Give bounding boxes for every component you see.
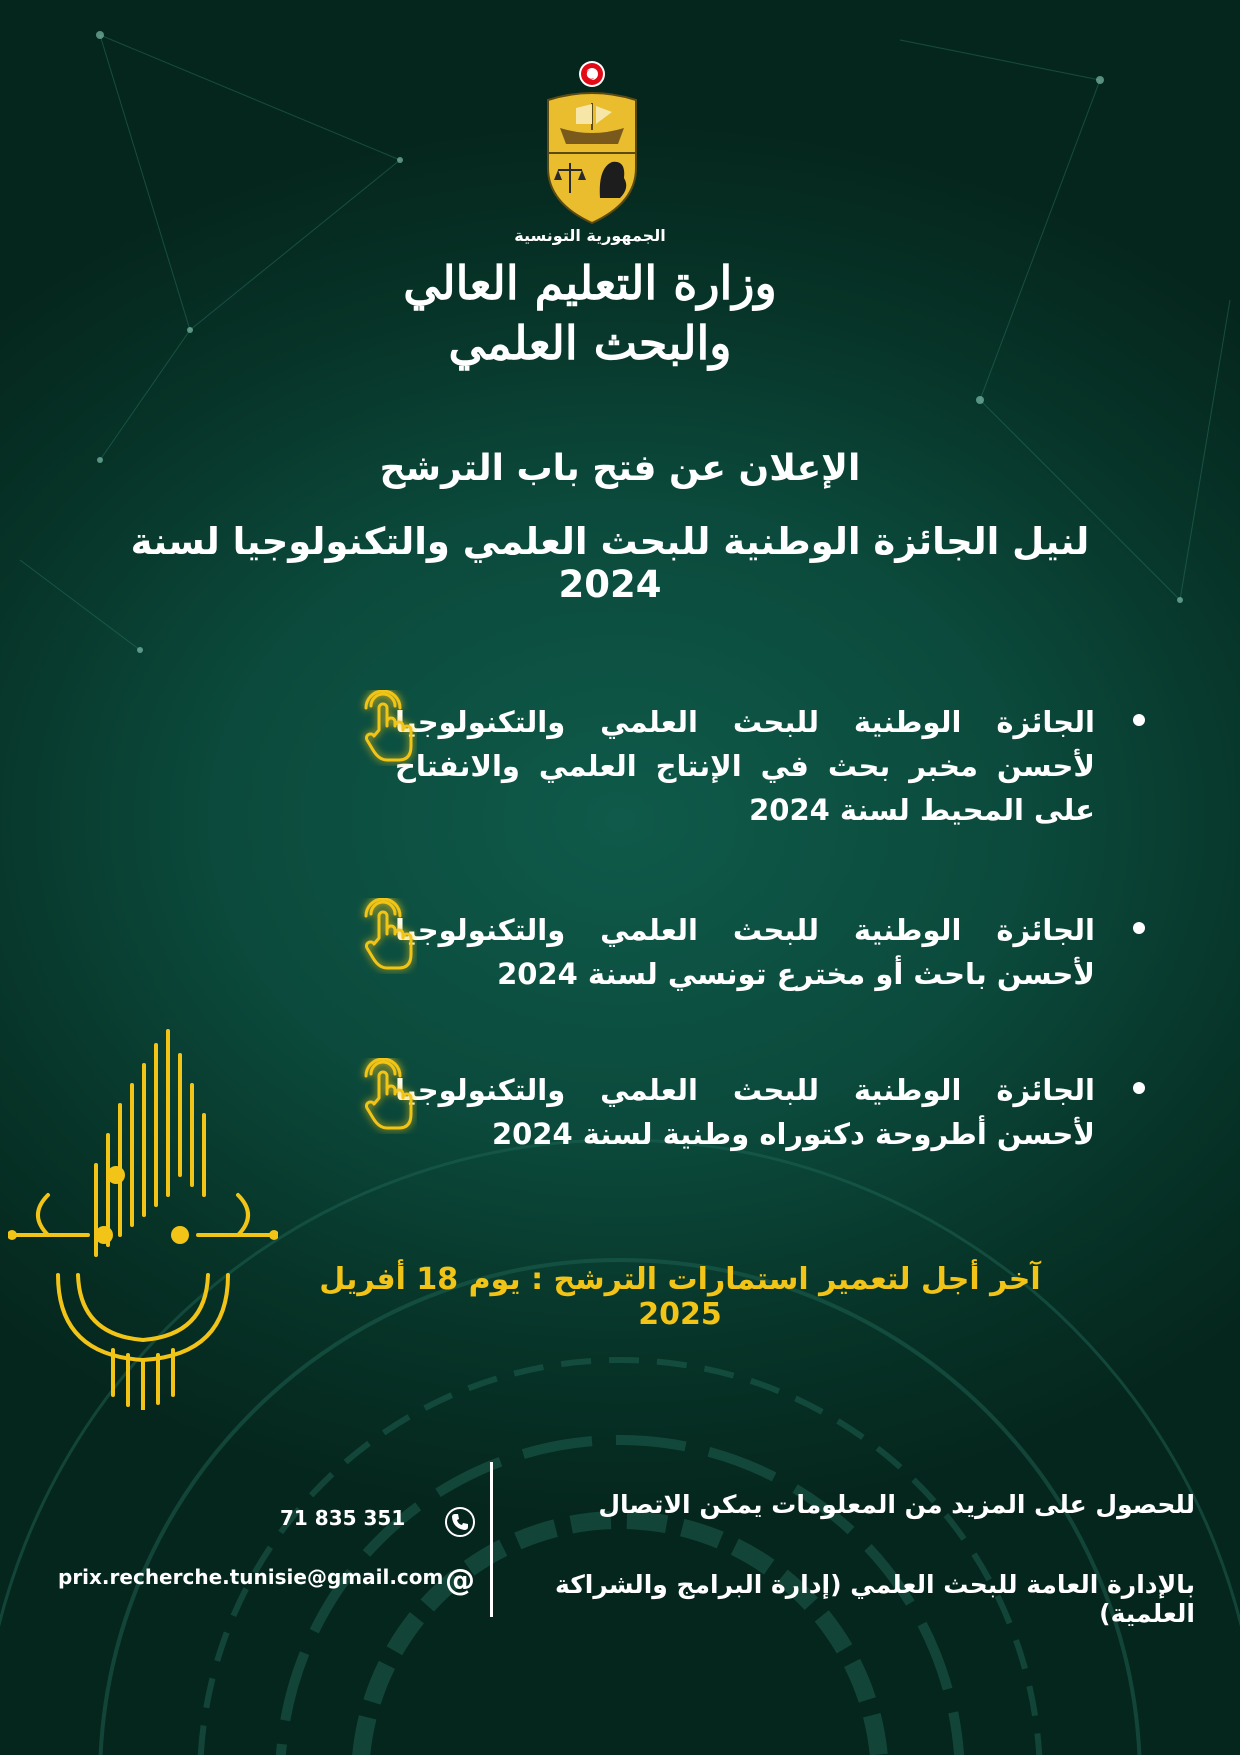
prize-text: الجائزة الوطنية للبحث العلمي والتكنولوجيا لأحسن مخبر بحث في الإنتاج العلمي والانفتاح على المحيط لسنة 2024 — [395, 705, 1095, 827]
prize-text: الجائزة الوطنية للبحث العلمي والتكنولوجيا لأحسن باحث أو مخترع تونسي لسنة 2024 — [395, 913, 1095, 991]
announcement-subtitle: لنيل الجائزة الوطنية للبحث العلمي والتكنولوجيا لسنة 2024 — [130, 520, 1090, 606]
announcement-title: الإعلان عن فتح باب الترشح — [379, 448, 861, 489]
phone-icon — [444, 1506, 476, 1538]
bullet-icon — [1133, 714, 1145, 726]
ministry-name — [400, 252, 780, 372]
deadline-notice: آخر أجل لتعمير استمارات الترشح : يوم 18 أفريل 2025 — [319, 1262, 1041, 1332]
at-icon — [442, 1562, 478, 1598]
prize-text: الجائزة الوطنية للبحث العلمي والتكنولوجيا لأحسن أطروحة دكتوراه وطنية لسنة 2024 — [395, 1073, 1095, 1151]
tunisia-emblem-icon — [540, 58, 644, 228]
prize-item-thesis — [335, 1068, 1145, 1168]
contact-info-line1: للحصول على المزيد من المعلومات يمكن الاتصال — [598, 1490, 1195, 1519]
phone-number[interactable]: 71 835 351 — [280, 1506, 406, 1530]
republic-name: الجمهورية التونسية — [514, 226, 666, 245]
pointing-hand-icon[interactable] — [355, 690, 417, 766]
ministry-name-line2: والبحث العلمي — [448, 316, 732, 370]
calligraphy-logo — [8, 1025, 278, 1410]
ministry-name-line1: وزارة التعليم العالي — [403, 256, 777, 310]
svg-text:@: @ — [445, 1563, 475, 1598]
email-address[interactable]: prix.recherche.tunisie@gmail.com — [58, 1565, 444, 1589]
contact-info-line2: بالإدارة العامة للبحث العلمي (إدارة البرامج والشراكة العلمية) — [555, 1570, 1195, 1628]
contact-divider — [490, 1462, 493, 1617]
prize-item-lab — [335, 700, 1145, 840]
pointing-hand-icon[interactable] — [355, 1058, 417, 1134]
pointing-hand-icon[interactable] — [355, 898, 417, 974]
prize-item-researcher — [335, 908, 1145, 1008]
bullet-icon — [1133, 922, 1145, 934]
bullet-icon — [1133, 1082, 1145, 1094]
